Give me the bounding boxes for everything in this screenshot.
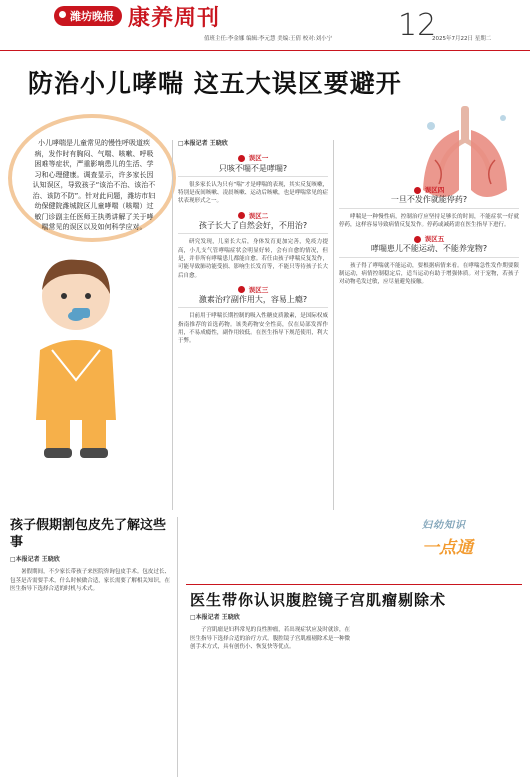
article-paragraph: 暑假期间，不少家长带孩子来医院咨询包皮手术。包皮过长、包茎是否需要手术，什么时候做合适，家长需要了解相关知识，在医生指导下选择合适的时机与术式。 xyxy=(10,569,170,592)
misread-tag: 误区二 xyxy=(178,212,328,220)
misread-tag: 误区一 xyxy=(178,154,328,162)
article2-byline: □本报记者 王晓欣 xyxy=(10,556,60,563)
article-paragraph: 很多家长认为只有“喘”才是哮喘的表现，其实反复咳嗽，特别是夜间咳嗽、凌晨咳嗽、运动后咳嗽，也是哮喘常见的症状表现形式之一。 xyxy=(178,181,328,205)
column-divider xyxy=(333,140,334,510)
article1-column-b xyxy=(339,180,519,289)
misread-question: 一旦不发作就能停药? xyxy=(339,196,519,208)
misread-question: 孩子长大了自然会好，不用治? xyxy=(178,222,328,234)
column-divider xyxy=(177,517,178,777)
article-paragraph: 孩子得了哮喘就不能运动，要根据病情来看。在哮喘急性发作期要限制运动，病情控制稳定后，适当运动有助于增强体质。对于宠物，若孩子对动物毛发过敏，应尽量避免接触。 xyxy=(339,262,519,286)
page-number: 12 xyxy=(398,8,437,43)
misread-question: 只咳不喘不是哮喘? xyxy=(178,165,328,177)
misread-question: 哮喘患儿不能运动、不能养宠物? xyxy=(339,245,519,257)
edition-line: 值班主任:李金娜 编辑:李元慧 美编:王倩 校对:刘小宁 xyxy=(204,36,333,42)
child-inhaler-illustration xyxy=(16,250,136,470)
section-rule xyxy=(186,584,522,585)
brand-logo: 潍坊晚报 xyxy=(54,6,122,26)
masthead xyxy=(0,0,530,51)
article-paragraph: 子宫肌瘤是妇科常见的良性肿瘤，若出现症状应及时就诊，在医生指导下选择合适的治疗方式。腹腔镜子宫肌瘤剔除术是一种微创手术方式，具有创伤小、恢复快等优点。 xyxy=(190,627,350,650)
main-headline: 防治小儿哮喘 这五大误区要避开 xyxy=(28,69,402,98)
article2-body xyxy=(10,556,170,595)
article1-byline: □本报记者 王晓欣 xyxy=(178,140,228,147)
article3-title: 医生带你认识腹腔镜子宫肌瘤剔除术 xyxy=(190,591,447,609)
date-line: 2025年7月22日 星期二 xyxy=(432,36,492,42)
article-paragraph: 研究发现，儿童长大后，身体发育更加完善，免疫力提高，小儿支气管哮喘症状会明显好转，会有自愈的情况，但是，并非所有哮喘患儿都能自愈。若任由孩子哮喘反复发作，可能导致肺功能受损、影响生长发育等，不能只等待孩子长大后自愈。 xyxy=(178,239,328,279)
misread-question: 激素治疗副作用大，容易上瘾? xyxy=(178,296,328,308)
section-title: 康养周刊 xyxy=(128,5,221,31)
tip-badge xyxy=(422,516,522,576)
column-divider xyxy=(172,140,173,510)
article1-column-a xyxy=(178,140,328,348)
article3-body xyxy=(190,614,350,653)
article-paragraph: 目前用于哮喘长期控制的吸入性糖皮质激素，是国际权威指南推荐的首选药物。该类药物安全性高，仅在局部发挥作用，不易成瘾性，副作用较低。在医生指导下规范使用，利大于弊。 xyxy=(178,313,328,345)
misread-tag: 误区五 xyxy=(339,235,519,243)
article-paragraph: 哮喘是一种慢性病，控制治疗应坚持足够长的时间，不能症状一好就停药，这样容易导致病情反复发作。停药或减药需在医生指导下进行。 xyxy=(339,213,519,228)
tip-badge-top: 妇幼知识 xyxy=(422,520,466,531)
misread-tag: 误区三 xyxy=(178,286,328,294)
misread-tag: 误区四 xyxy=(339,186,519,194)
intro-text: 小儿哮喘是儿童常见的慢性呼吸道疾病，发作时有胸闷、气喘、咳嗽、呼吸困难等症状，严重影响患儿的生活、学习和心理健康。调查显示，许多家长因认知误区，导致孩子“该治不治、该治不治、该防不防”。针对此问题，潍坊市妇幼保健院潍城院区儿童哮喘（咳喘）过敏门诊副主任医师王执勇讲解了关于哮喘常见的误区以及如何科学应对。 xyxy=(32,139,156,231)
tip-badge-bottom: 一点通 xyxy=(422,538,473,558)
article3-byline: □本报记者 王晓欣 xyxy=(190,614,240,621)
article2-title: 孩子假期割包皮先了解这些事 xyxy=(10,518,167,550)
intro-circle xyxy=(8,114,176,242)
